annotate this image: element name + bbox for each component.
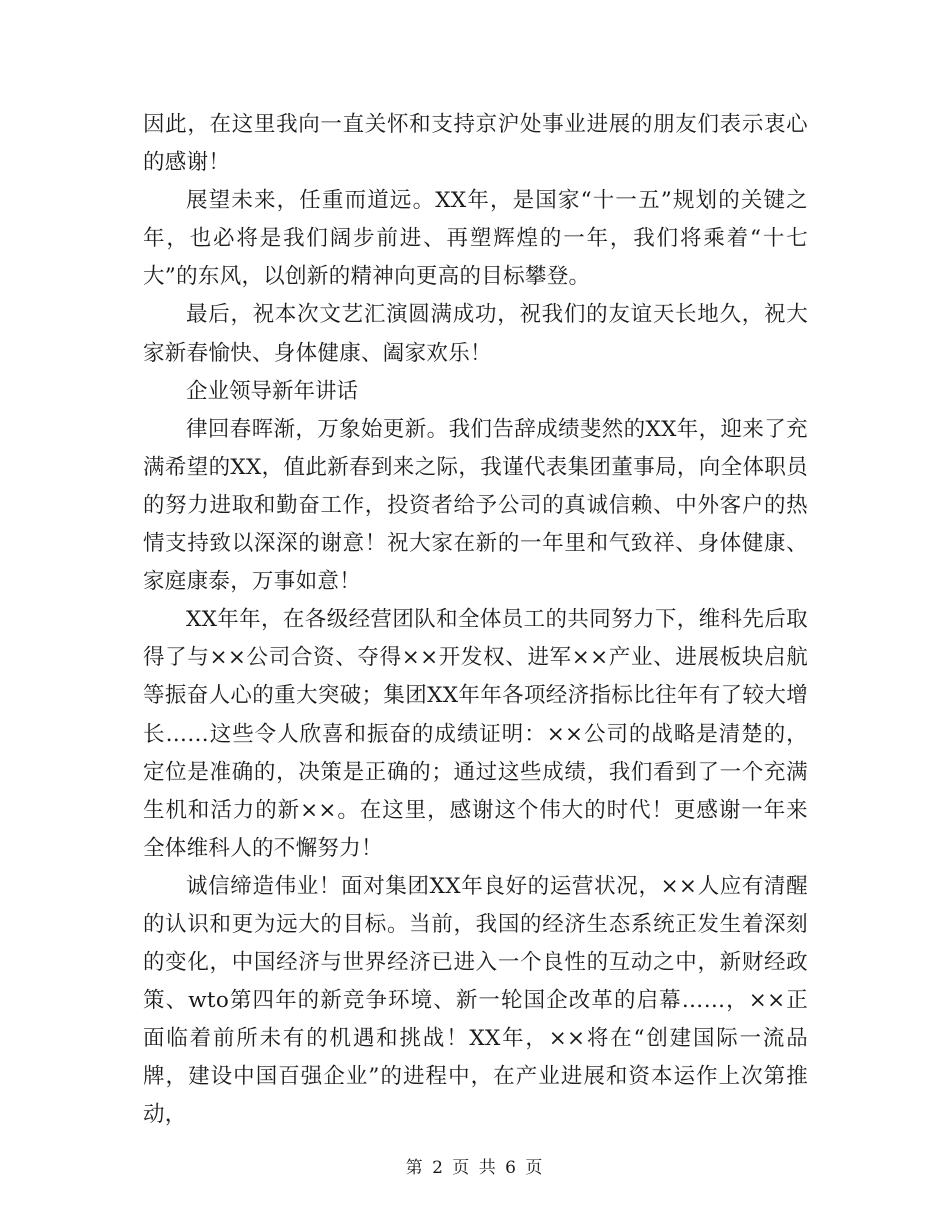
paragraph-achievements: XX年年，在各级经营团队和全体员工的共同努力下，维科先后取得了与××公司合资、夺得××开发权、进军××产业、进展板块启航等振奋人心的重大突破；集团XX年年各项经济指标比往年有了较大增长……这些令人欣喜和振奋的成绩证明：××公司的战略是清楚的，定位是准确的，决策是正确的；通过这些成绩，我们看到了一个充满生机和活力的新××。在这里，感谢这个伟大的时代！更感谢一年来全体维科人的不懈努力！ [143,607,808,861]
paragraph-integrity: 诚信缔造伟业！面对集团XX年良好的运营状况，××人应有清醒的认识和更为远大的目标。当前，我国的经济生态系统正发生着深刻的变化，中国经济与世界经济已进入一个良性的互动之中，新财经政策、wto第四年的新竞争环境、新一轮国企改革的启幕……，××正面临着前所未有的机遇和挑战！XX年，××将在“创建国际一流品牌，建设中国百强企业”的进程中，在产业进展和资本运作上次第推动， [143,873,808,1128]
section-heading: 企业领导新年讲话 [186,378,359,404]
document-body [143,106,808,1135]
paragraph-wishes: 最后，祝本次文艺汇演圆满成功，祝我们的友谊天长地久，祝大家新春愉快、身体健康、阖家欢乐！ [143,302,808,366]
paragraph-new-year-greeting: 律回春晖渐，万象始更新。我们告辞成绩斐然的XX年，迎来了充满希望的XX，值此新春到来之际，我谨代表集团董事局，向全体职员的努力进取和勤奋工作，投资者给予公司的真诚信赖、中外客户的热情支持致以深深的谢意！祝大家在新的一年里和气致祥、身体健康、家庭康泰，万事如意！ [143,416,808,595]
paragraph-thanks: 因此，在这里我向一直关怀和支持京沪处事业进展的朋友们表示衷心的感谢！ [143,112,808,176]
page-number-footer: 第 2 页 共 6 页 [405,1158,545,1178]
paragraph-outlook: 展望未来，任重而道远。XX年，是国家“十一五”规划的关键之年，也必将是我们阔步前进、再塑辉煌的一年，我们将乘着“十七大”的东风，以创新的精神向更高的目标攀登。 [143,188,808,290]
